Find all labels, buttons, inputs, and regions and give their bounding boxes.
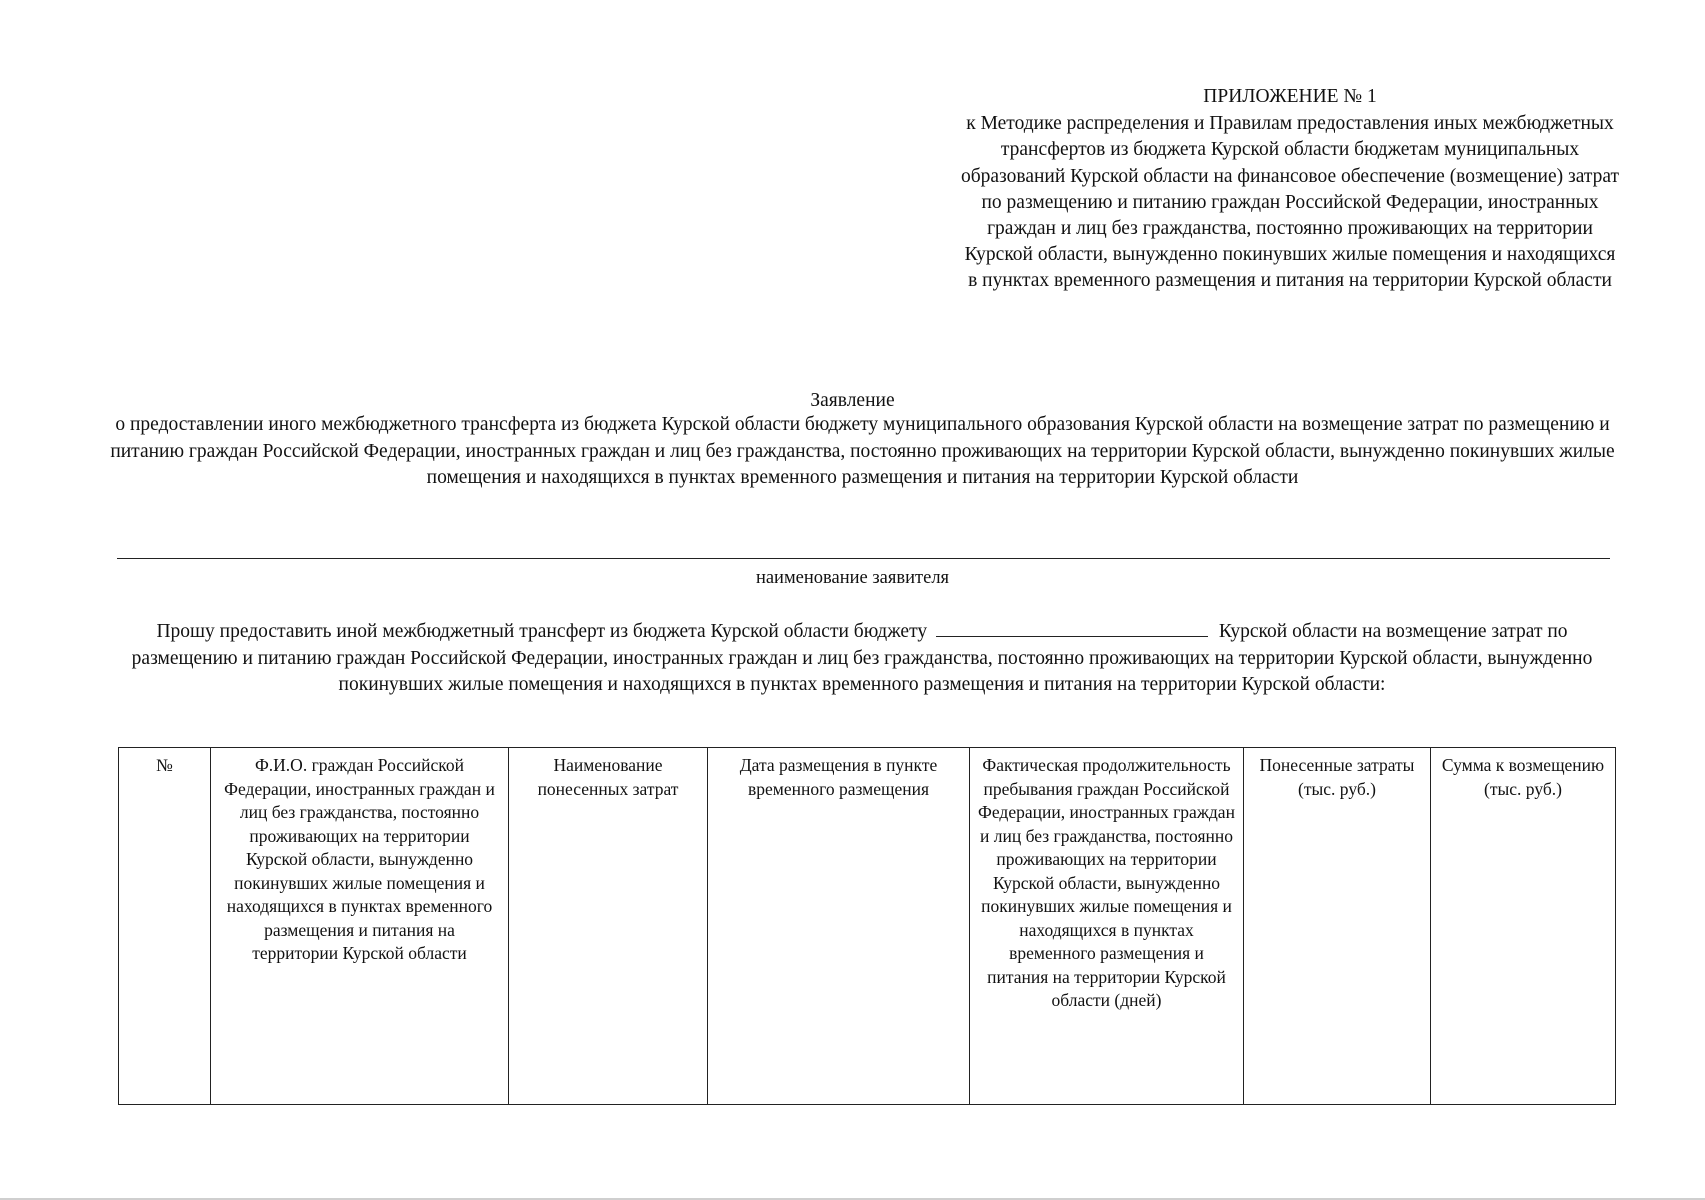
request-text-start: Прошу предоставить иной межбюджетный трансферт из бюджета Курской области бюджету xyxy=(156,621,928,642)
header-costs-incurred: Понесенные затраты (тыс. руб.) xyxy=(1244,748,1431,1105)
statement-title: Заявление xyxy=(810,390,895,411)
appendix-block xyxy=(960,84,1620,295)
request-paragraph xyxy=(112,618,1612,699)
applicant-name-line xyxy=(117,558,1610,559)
applicant-label: наименование заявителя xyxy=(755,568,950,588)
municipality-blank-field xyxy=(936,618,1208,637)
header-number: № xyxy=(119,748,211,1105)
table-header-row xyxy=(119,748,1616,1105)
costs-table xyxy=(118,747,1616,1105)
header-reimbursement-sum: Сумма к возмещению (тыс. руб.) xyxy=(1431,748,1616,1105)
appendix-text: к Методике распределения и Правилам предоставления иных межбюджетных трансфертов из бюджета Курской области бюджетам муниципальных образований Курской области на финансовое обеспечение (возмещение) затрат по размещению и питанию граждан Российской Федерации, иностранных граждан и лиц без гражданства, постоянно проживающих на территории Курской области, вынужденно покинувших жилые помещения и находящихся в пунктах временного размещения и питания на территории Курской области xyxy=(960,113,1620,292)
header-stay-duration: Фактическая продолжительность пребывания граждан Российской Федерации, иностранных граждан и лиц без гражданства, постоянно проживающих на территории Курской области, вынужденно покинувших жилые помещения и находящихся в пунктах временного размещения и питания на территории Курской области (дней) xyxy=(970,748,1244,1105)
header-expense-name: Наименование понесенных затрат xyxy=(509,748,708,1105)
request-text-end: Курской области на возмещение затрат по размещению и питанию граждан Российской Федерации, иностранных граждан и лиц без гражданства, постоянно проживающих на территории Курской области, вынужденно покинувших жилые помещения и находящихся в пунктах временного размещения и питания на территории Курской области: xyxy=(131,621,1593,695)
statement-body: о предоставлении иного межбюджетного трансферта из бюджета Курской области бюджету муниципального образования Курской области на возмещение затрат по размещению и питанию граждан Российской Федерации, иностранных граждан и лиц без гражданства, постоянно проживающих на территории Курской области, вынужденно покинувших жилые помещения и находящихся в пунктах временного размещения и питания на территории Курской области xyxy=(110,414,1615,488)
header-placement-date: Дата размещения в пункте временного размещения xyxy=(708,748,970,1105)
header-full-names: Ф.И.О. граждан Российской Федерации, иностранных граждан и лиц без гражданства, постоянно проживающих на территории Курской области, вынужденно покинувших жилые помещения и находящихся в пунктах временного размещения и питания на территории Курской области xyxy=(211,748,509,1105)
appendix-header: ПРИЛОЖЕНИЕ № 1 xyxy=(1203,86,1377,107)
